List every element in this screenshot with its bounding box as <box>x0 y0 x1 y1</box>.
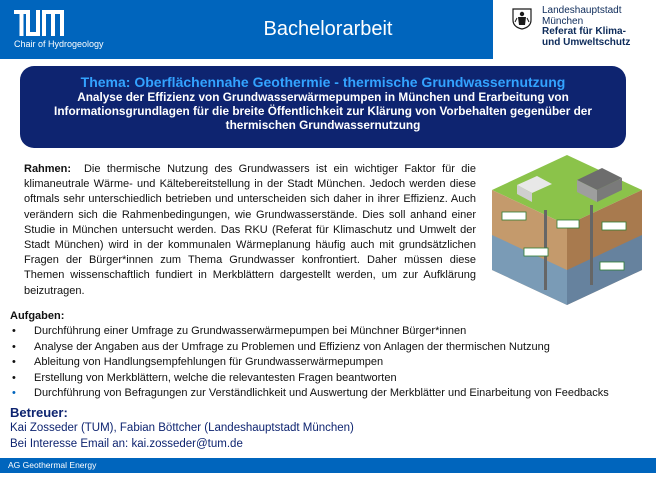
thema-box <box>20 66 626 148</box>
thema-line: Informationsgrundlagen für die breite Öffentlichkeit zur Klärung von Vorbehalten gegenüber der <box>54 104 592 118</box>
aufgaben-heading: Aufgaben: <box>10 310 65 322</box>
rahmen-label: Rahmen: <box>24 163 72 175</box>
list-item: • Durchführung einer Umfrage zu Grundwasserwärmepumpen bei Münchner Bürger*innen <box>10 324 609 339</box>
rku-line-bold: und Umweltschutz <box>542 36 631 48</box>
betreuer-names: Kai Zosseder (TUM), Fabian Böttcher (Landeshauptstadt München) <box>10 422 354 434</box>
aufgaben-list <box>10 324 609 401</box>
rahmen-paragraph <box>24 162 476 299</box>
chair-label: Chair of Hydrogeology <box>14 39 104 49</box>
list-item: • Analyse der Angaben aus der Umfrage zu Problemen und Effizienz von Anlagen der thermischen Nutzung <box>10 340 609 355</box>
rku-line: München <box>542 15 584 27</box>
list-item: • Ableitung von Handlungsempfehlungen für Grundwasserwärmepumpen <box>10 355 609 370</box>
footer-bar: AG Geothermal Energy <box>0 458 656 473</box>
thema-line: Analyse der Effizienz von Grundwasserwärmepumpen in München und Erarbeitung von <box>77 90 569 104</box>
munich-emblem-icon <box>512 8 532 30</box>
geothermal-illustration <box>482 150 652 310</box>
rku-logo-text <box>542 6 630 48</box>
list-item: • Durchführung von Befragungen zur Verständlichkeit und Auswertung der Merkblätter und Einarbeitung von Feedbacks <box>10 386 609 401</box>
aufgaben-section <box>10 309 609 401</box>
betreuer-section <box>10 405 354 452</box>
rku-line: Landeshauptstadt <box>542 5 622 16</box>
thema-title: Thema: Oberflächennahe Geothermie - thermische Grundwassernutzung <box>80 74 566 90</box>
rku-line-bold: Referat für Klima- <box>542 26 626 37</box>
rahmen-text: Die thermische Nutzung des Grundwassers ist ein wichtiger Faktor für die klimaneutrale Wärme- und Kältebereitstellung in der Stadt München. Jedoch werden diese oftmals sehr unterschiedlich betrieben und unterscheiden sich daher in ihrer Effizienz. Auch verändern sich die Rahmenbedingungen, wie Grundwasserstände. Dies soll anhand einer Studie in München untersucht werden. Das RKU (Referat für Klimaschutz und Umwelt der Stadt München) wird in der kommunalen Wärmeplanung häufig auch mit grundsätzlichen Fragen der Bürger*innen zum Thema Grundwasser konfrontiert. Daher müssen diese Themen wissenschaftlich fundiert in Merkblättern dargestellt werden, um zur Aufklärung beizutragen. <box>24 163 476 297</box>
thema-line: thermischen Grundwassernutzung <box>225 118 421 132</box>
betreuer-heading: Betreuer: <box>10 405 68 420</box>
list-item: • Erstellung von Merkblättern, welche die relevantesten Fragen beantworten <box>10 371 609 386</box>
betreuer-contact: Bei Interesse Email an: kai.zosseder@tum.de <box>10 437 243 450</box>
page-title: Bachelorarbeit <box>263 18 393 40</box>
